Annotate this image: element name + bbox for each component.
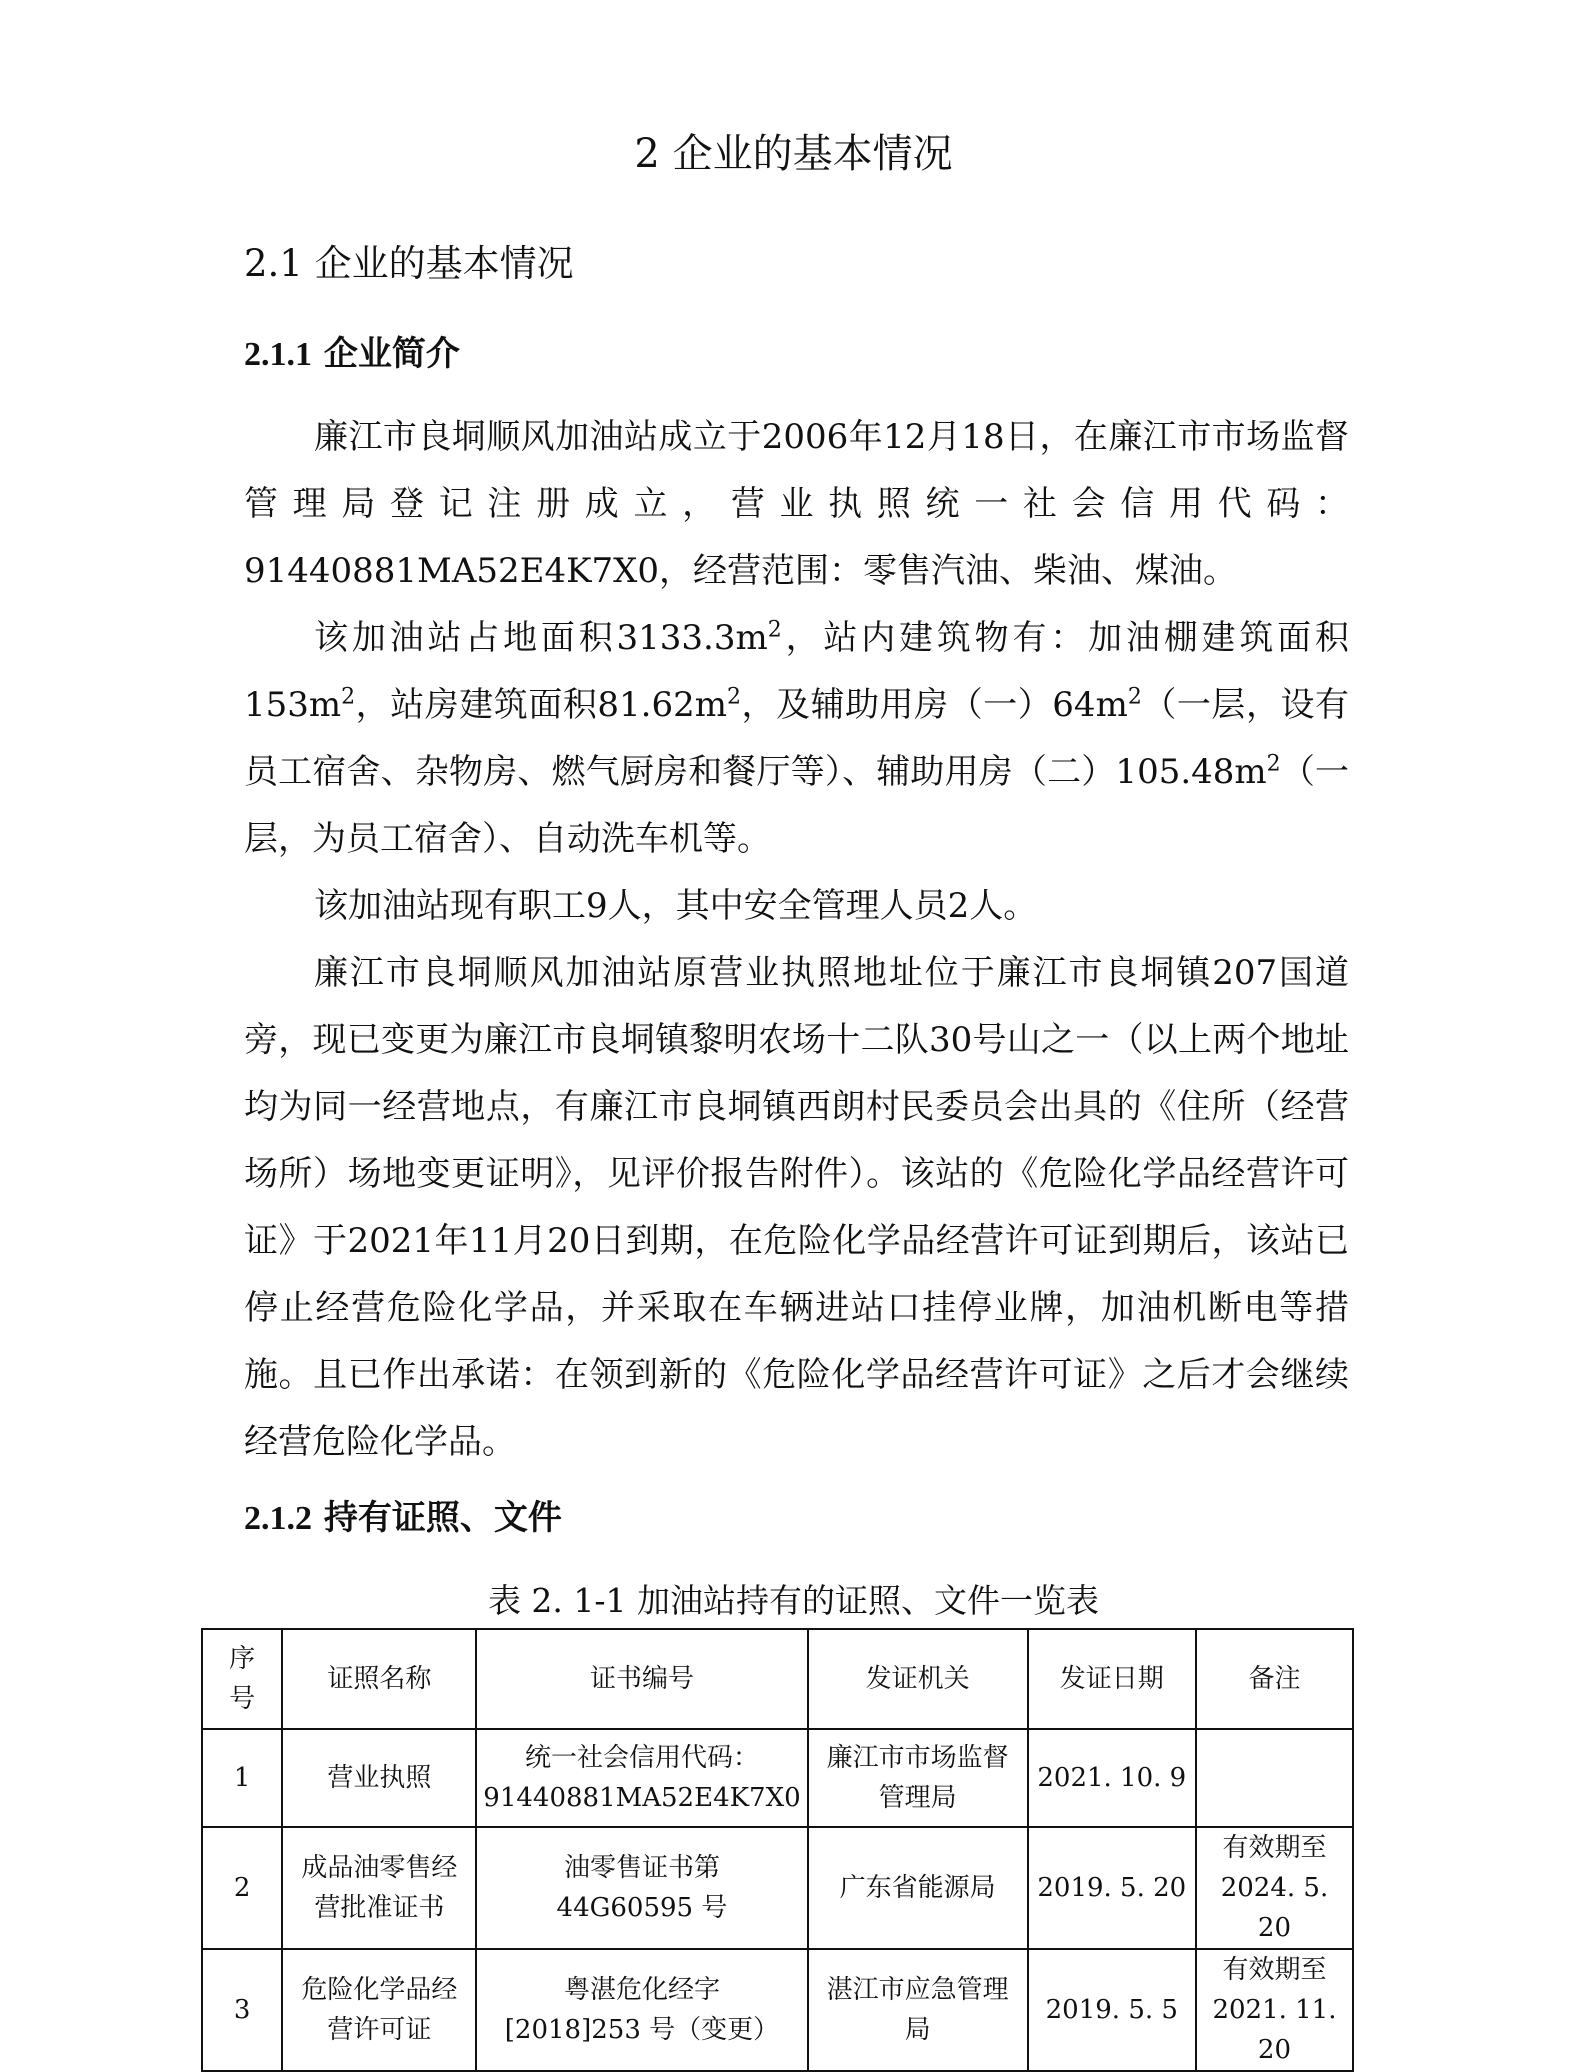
- subsection-number: 2.1.1: [244, 336, 312, 373]
- chapter-title: 2 企业的基本情况: [634, 131, 953, 177]
- cell-date: 2019. 5. 5: [1028, 1949, 1196, 2071]
- paragraph-address: 廉江市良垌顺风加油站原营业执照地址位于廉江市良垌镇207国道旁，现已变更为廉江市良垌镇黎明农场十二队30号山之一（以上两个地址均为同一经营地点，有廉江市良垌镇西朗村民委员会出具的《住所（经营场所）场地变更证明》，见评价报告附件）。该站的《危险化学品经营许可证》于2021年11月20日到期，在危险化学品经营许可证到期后，该站已停止经营危险化学品，并采取在车辆进站口挂停业牌，加油机断电等措施。且已作出承诺：在领到新的《危险化学品经营许可证》之后才会继续经营危险化学品。: [244, 953, 1349, 1462]
- cell-issuer: 广东省能源局: [808, 1827, 1028, 1949]
- paragraph-intro: 廉江市良垌顺风加油站成立于2006年12月18日，在廉江市市场监督管理局登记注册成立，营业执照统一社会信用代码：91440881MA52E4K7X0，经营范围：零售汽油、柴油、煤油。: [244, 417, 1349, 591]
- issuer-line-1: 湛江市应急管理: [826, 1975, 1009, 2005]
- header-date: 发证日期: [1028, 1629, 1196, 1729]
- cell-date: 2019. 5. 20: [1028, 1827, 1196, 1949]
- header-issuer: 发证机关: [808, 1629, 1028, 1729]
- superscript: 2: [341, 684, 356, 710]
- table-row: [202, 1827, 1353, 1949]
- cell-note: [1196, 1949, 1353, 2071]
- cell-no: 2: [202, 1827, 282, 1949]
- code-line-2: 44G60595 号: [556, 1893, 728, 1923]
- note-line-1: 有效期至: [1222, 1833, 1327, 1863]
- cell-date: 2021. 10. 9: [1028, 1729, 1196, 1827]
- area-text-5: （一层，设有员工宿舍、杂物房、燃气厨房和餐厅等）、辅助用房（二）105.48m: [244, 685, 1350, 792]
- area-text-2: ，站内建筑物有：加油棚建筑面积153m: [244, 618, 1349, 725]
- issuer-line-2: 局: [904, 2015, 931, 2045]
- cell-code: [476, 1949, 807, 2071]
- table-row: [202, 1949, 1353, 2071]
- area-text-4: ，及辅助用房（一）64m: [740, 685, 1128, 725]
- code-line-1: 油零售证书第: [563, 1853, 720, 1883]
- cell-note: [1196, 1827, 1353, 1949]
- note-line-2: 2021. 11. 20: [1212, 1995, 1337, 2065]
- subsection-number: 2.1.2: [244, 1500, 312, 1537]
- cell-code: [476, 1729, 807, 1827]
- cell-name: 营业执照: [282, 1729, 476, 1827]
- cell-issuer: [808, 1729, 1028, 1827]
- code-line-2: 91440881MA52E4K7X0: [483, 1783, 801, 1813]
- subsection-text: 持有证照、文件: [312, 1498, 562, 1538]
- header-name: 证照名称: [282, 1629, 476, 1729]
- table-caption: 表 2. 1-1 加油站持有的证照、文件一览表: [487, 1581, 1100, 1620]
- subsection-title-intro: [244, 330, 460, 379]
- header-code: 证书编号: [476, 1629, 807, 1729]
- issuer-line-2: 管理局: [878, 1783, 957, 1813]
- superscript: 2: [726, 684, 741, 710]
- area-text-1: 该加油站占地面积3133.3m: [314, 618, 768, 658]
- cell-no: 3: [202, 1949, 282, 2071]
- cell-issuer: [808, 1949, 1028, 2071]
- table-row: [202, 1729, 1353, 1827]
- header-no-text: 序号: [229, 1644, 256, 1714]
- subsection-text: 企业简介: [312, 334, 460, 374]
- code-line-1: 统一社会信用代码：: [524, 1743, 759, 1773]
- superscript: 2: [1127, 684, 1142, 710]
- certificates-table: [201, 1628, 1354, 2072]
- superscript: 2: [1266, 751, 1281, 777]
- code-line-2: [2018]253 号（变更）: [504, 2015, 780, 2045]
- cell-name: [282, 1827, 476, 1949]
- area-text-3: ，站房建筑面积81.62m: [355, 685, 727, 725]
- name-line-2: 营许可证: [327, 2015, 432, 2045]
- name-line-2: 营批准证书: [314, 1893, 445, 1923]
- area-text-6: （一层，为员工宿舍）、自动洗车机等。: [244, 752, 1349, 859]
- section-title: 2.1 企业的基本情况: [244, 242, 574, 285]
- issuer-line-1: 廉江市市场监督: [826, 1743, 1009, 1773]
- cell-name: [282, 1949, 476, 2071]
- cell-note: [1196, 1729, 1353, 1827]
- paragraph-area: [244, 605, 1349, 873]
- code-line-1: 粤湛危化经字: [563, 1975, 720, 2005]
- subsection-title-certs: [244, 1494, 562, 1543]
- cell-no: 1: [202, 1729, 282, 1827]
- name-line-1: 成品油零售经: [301, 1853, 458, 1883]
- cell-code: [476, 1827, 807, 1949]
- superscript: 2: [767, 617, 782, 643]
- name-line-1: 危险化学品经: [301, 1975, 458, 2005]
- header-note: 备注: [1196, 1629, 1353, 1729]
- note-line-2: 2024. 5. 20: [1220, 1873, 1329, 1943]
- header-no: [202, 1629, 282, 1729]
- table-header-row: [202, 1629, 1353, 1729]
- paragraph-staff: 该加油站现有职工9人，其中安全管理人员2人。: [314, 886, 1038, 926]
- note-line-1: 有效期至: [1222, 1955, 1327, 1985]
